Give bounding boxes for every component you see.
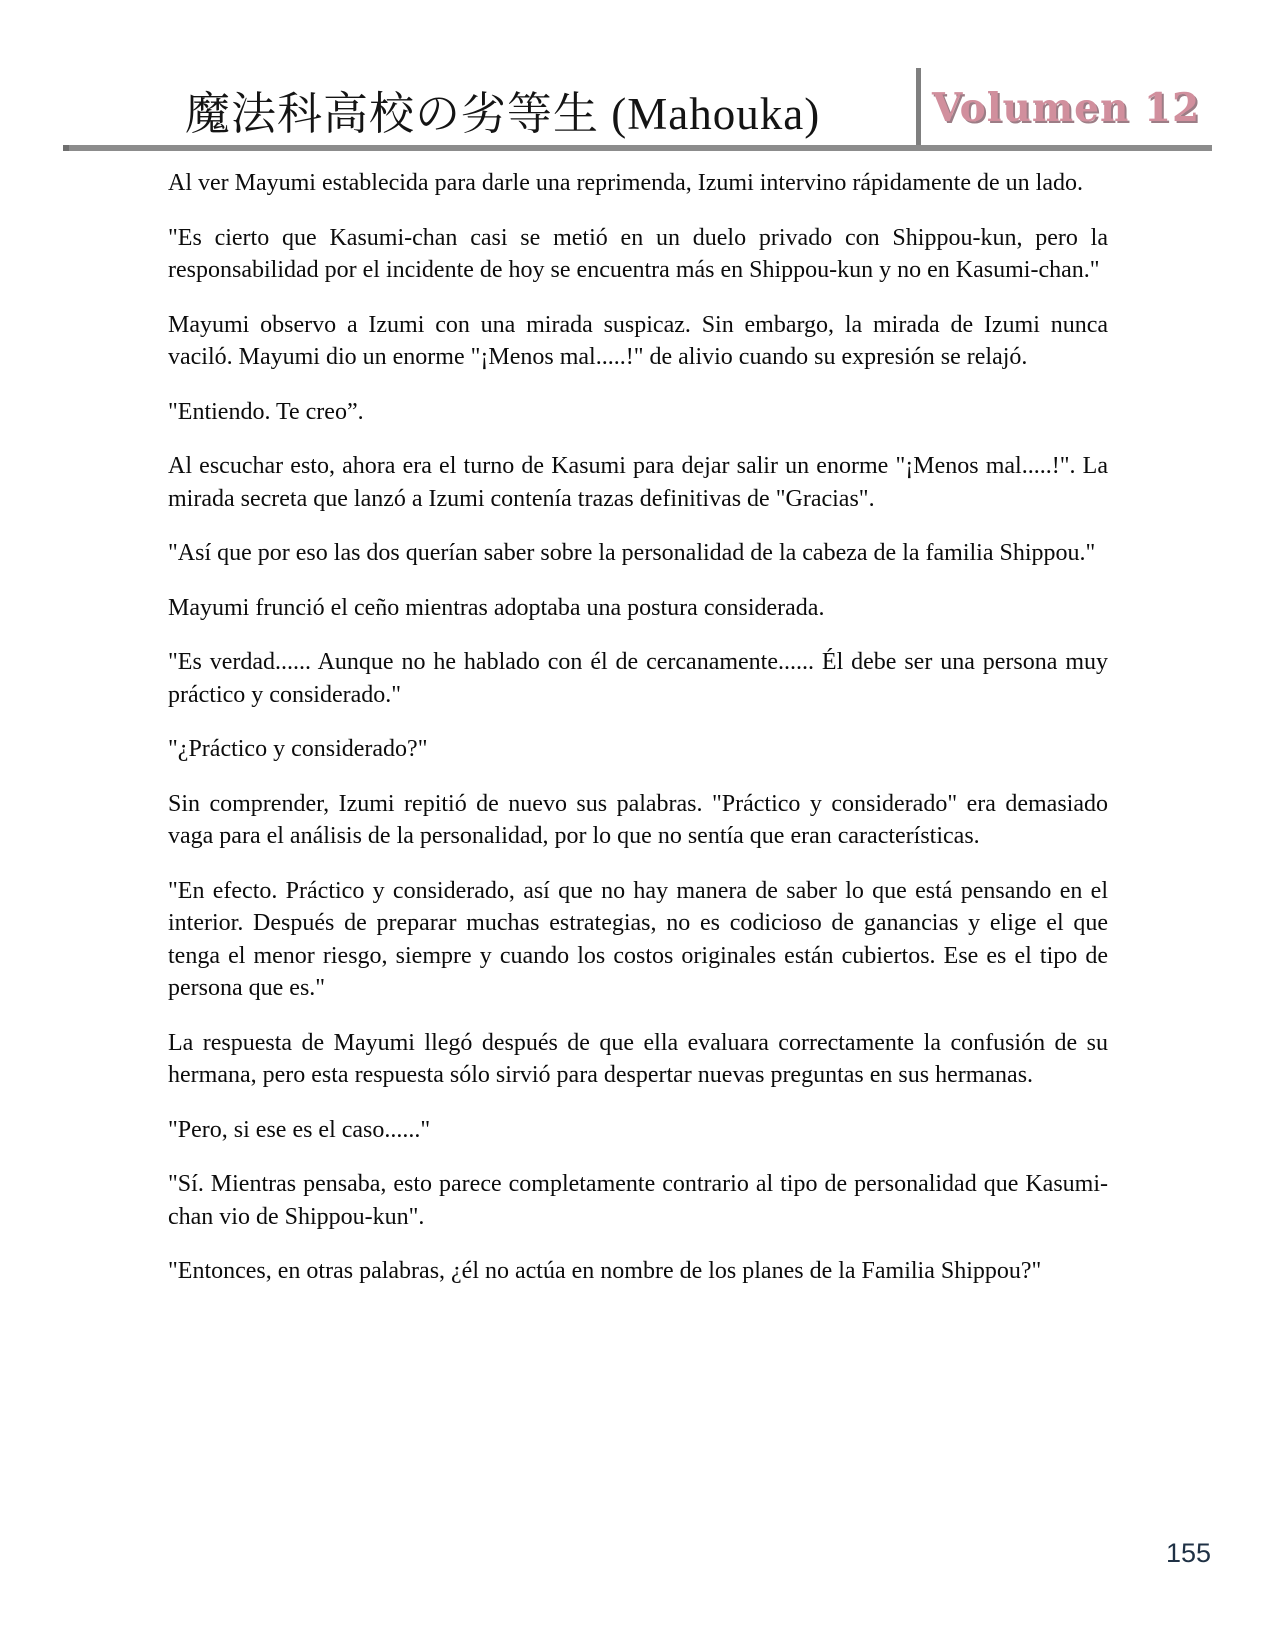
paragraph: Sin comprender, Izumi repitió de nuevo sus palabras. "Práctico y considerado" era demasiado vaga para el análisis de la personalidad, por lo que no sentía que eran características. bbox=[168, 790, 1108, 849]
paragraph: "Entiendo. Te creo”. bbox=[168, 398, 364, 425]
paragraph: "Pero, si ese es el caso......" bbox=[168, 1116, 431, 1143]
paragraph: "Es cierto que Kasumi-chan casi se metió en un duelo privado con Shippou-kun, pero la responsabilidad por el incidente de hoy se encuentra más en Shippou-kun y no en Kasumi-chan." bbox=[168, 224, 1108, 283]
paragraph: "Es verdad...... Aunque no he hablado con él de cercanamente...... Él debe ser una persona muy práctico y considerado." bbox=[168, 649, 1108, 708]
paragraph: "Sí. Mientras pensaba, esto parece completamente contrario al tipo de personalidad que Kasumi-chan vio de Shippou-kun". bbox=[168, 1171, 1108, 1230]
body-paragraphs bbox=[168, 167, 1108, 1310]
page-header bbox=[63, 0, 1212, 146]
volume-label: Volumen 12 bbox=[932, 85, 1201, 131]
book-title: 魔法科高校の劣等生 (Mahouka) bbox=[185, 89, 821, 139]
header-divider bbox=[916, 68, 921, 146]
header-rule bbox=[63, 145, 1212, 151]
paragraph: "Así que por eso las dos querían saber sobre la personalidad de la cabeza de la familia Shippou." bbox=[168, 540, 1096, 566]
page-number: 155 bbox=[1165, 1538, 1211, 1568]
paragraph: "Entonces, en otras palabras, ¿él no actúa en nombre de los planes de la Familia Shippou?" bbox=[168, 1258, 1042, 1284]
paragraph: Al ver Mayumi establecida para darle una reprimenda, Izumi intervino rápidamente de un lado. bbox=[168, 170, 1083, 196]
paragraph: Mayumi observo a Izumi con una mirada suspicaz. Sin embargo, la mirada de Izumi nunca vaciló. Mayumi dio un enorme "¡Menos mal.....!" de alivio cuando su expresión se relajó. bbox=[168, 311, 1108, 370]
paragraph: La respuesta de Mayumi llegó después de que ella evaluara correctamente la confusión de su hermana, pero esta respuesta sólo sirvió para despertar nuevas preguntas en sus hermanas. bbox=[168, 1029, 1108, 1088]
paragraph: Mayumi frunció el ceño mientras adoptaba una postura considerada. bbox=[168, 594, 825, 621]
paragraph: "En efecto. Práctico y considerado, así que no hay manera de saber lo que está pensando en el interior. Después de preparar muchas estrategias, no es codicioso de ganancias y elige el que tenga el menor riesgo, siempre y cuando los costos originales están cubiertos. Ese es el tipo de persona que es." bbox=[168, 877, 1108, 1001]
paragraph: Al escuchar esto, ahora era el turno de Kasumi para dejar salir un enorme "¡Menos mal.....!". La mirada secreta que lanzó a Izumi contenía trazas definitivas de "Gracias". bbox=[168, 453, 1108, 512]
paragraph: "¿Práctico y considerado?" bbox=[168, 736, 428, 762]
